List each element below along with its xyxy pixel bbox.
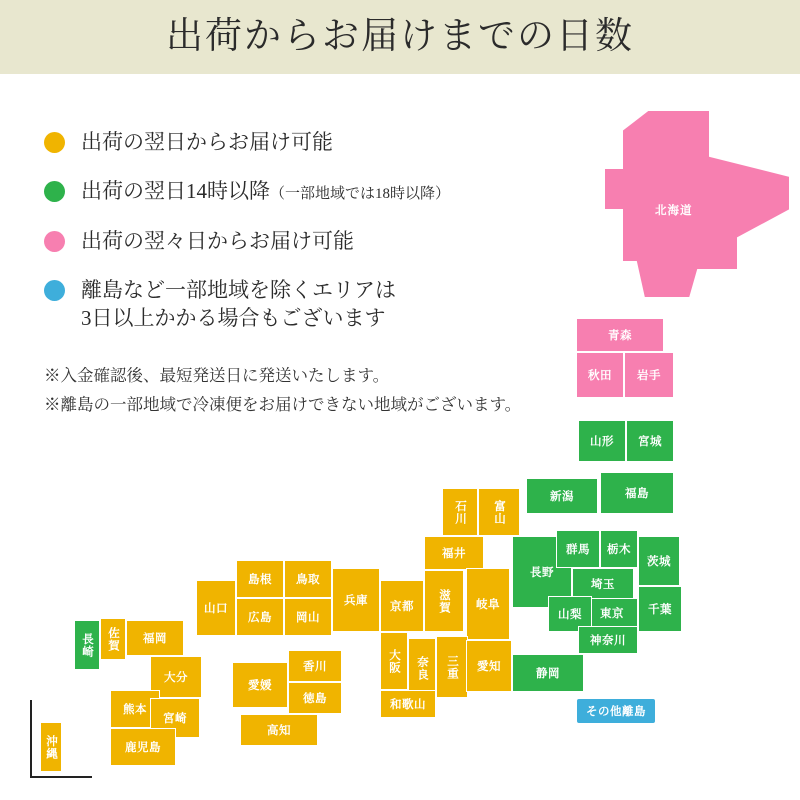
prefecture-tile[interactable]: 新潟: [526, 478, 598, 514]
prefecture-tile[interactable]: 愛知: [466, 640, 512, 692]
prefecture-tile[interactable]: 大阪: [380, 632, 408, 690]
prefecture-tile[interactable]: 富山: [478, 488, 520, 536]
legend-label-text: 離島など一部地域を除くエリアは: [81, 278, 396, 303]
prefecture-tile[interactable]: 岩手: [624, 352, 674, 398]
prefecture-tile[interactable]: 長崎: [74, 620, 100, 670]
legend-label-text: 出荷の翌々日からお届け可能: [81, 228, 354, 253]
prefecture-tile[interactable]: 千葉: [638, 586, 682, 632]
prefecture-tile[interactable]: 徳島: [288, 682, 342, 714]
prefecture-tile[interactable]: 岐阜: [466, 568, 510, 640]
prefecture-tile[interactable]: 東京: [586, 598, 638, 628]
prefecture-tile[interactable]: 岡山: [284, 598, 332, 636]
region-other-islands[interactable]: その他離島: [576, 698, 656, 724]
prefecture-tile[interactable]: 大分: [150, 656, 202, 698]
note-line-2: ※離島の一部地域で冷凍便をお届けできない地域がございます。: [44, 394, 522, 414]
prefecture-tile[interactable]: 神奈川: [578, 626, 638, 654]
prefecture-tile[interactable]: 石川: [442, 488, 478, 536]
legend-label-text-line2: 3日以上かかる場合もございます: [81, 306, 386, 331]
prefecture-tile[interactable]: 埼玉: [572, 568, 634, 600]
prefecture-tile[interactable]: 熊本: [110, 690, 160, 728]
prefecture-tile[interactable]: 山梨: [548, 596, 592, 632]
prefecture-tile[interactable]: 山形: [578, 420, 626, 462]
prefecture-tile[interactable]: 鳥取: [284, 560, 332, 598]
legend-label-text: 出荷の翌日14時以降: [81, 179, 270, 204]
prefecture-tile[interactable]: 群馬: [556, 530, 600, 568]
prefecture-tile[interactable]: 青森: [576, 318, 664, 352]
prefecture-tile[interactable]: 長野: [512, 536, 572, 608]
prefecture-tile[interactable]: 秋田: [576, 352, 624, 398]
prefecture-tile[interactable]: 京都: [380, 580, 424, 632]
prefecture-tile[interactable]: 栃木: [600, 530, 638, 568]
prefecture-tile[interactable]: 福島: [600, 472, 674, 514]
prefecture-tile[interactable]: 佐賀: [100, 618, 126, 660]
note-line-1: ※入金確認後、最短発送日に発送いたします。: [44, 366, 390, 385]
prefecture-tile[interactable]: 滋賀: [424, 570, 464, 632]
page-title: 出荷からお届けまでの日数: [166, 16, 634, 57]
prefecture-tile[interactable]: 宮城: [626, 420, 674, 462]
prefecture-tile[interactable]: 三重: [436, 636, 468, 698]
prefecture-tile[interactable]: 鹿児島: [110, 728, 176, 766]
prefecture-tile[interactable]: 香川: [288, 650, 342, 682]
legend-label-sub: （一部地域では18時以降）: [270, 186, 451, 203]
prefecture-tile[interactable]: 宮崎: [150, 698, 200, 738]
region-okinawa[interactable]: 沖縄: [40, 722, 62, 772]
prefecture-tile[interactable]: 広島: [236, 598, 284, 636]
prefecture-tile[interactable]: 兵庫: [332, 568, 380, 632]
prefecture-tile[interactable]: 愛媛: [232, 662, 288, 708]
prefecture-tile[interactable]: 奈良: [408, 638, 436, 698]
legend-label-text: 出荷の翌日からお届け可能: [81, 130, 333, 154]
prefecture-tile[interactable]: 茨城: [638, 536, 680, 586]
prefecture-tile[interactable]: 島根: [236, 560, 284, 598]
prefecture-tile[interactable]: 山口: [196, 580, 236, 636]
prefecture-tile[interactable]: 和歌山: [380, 690, 436, 718]
prefecture-tile[interactable]: 福岡: [126, 620, 184, 656]
region-hokkaido-label: 北海道: [655, 205, 693, 217]
prefecture-tile[interactable]: 高知: [240, 714, 318, 746]
prefecture-tile[interactable]: 福井: [424, 536, 484, 570]
prefecture-tile[interactable]: 静岡: [512, 654, 584, 692]
